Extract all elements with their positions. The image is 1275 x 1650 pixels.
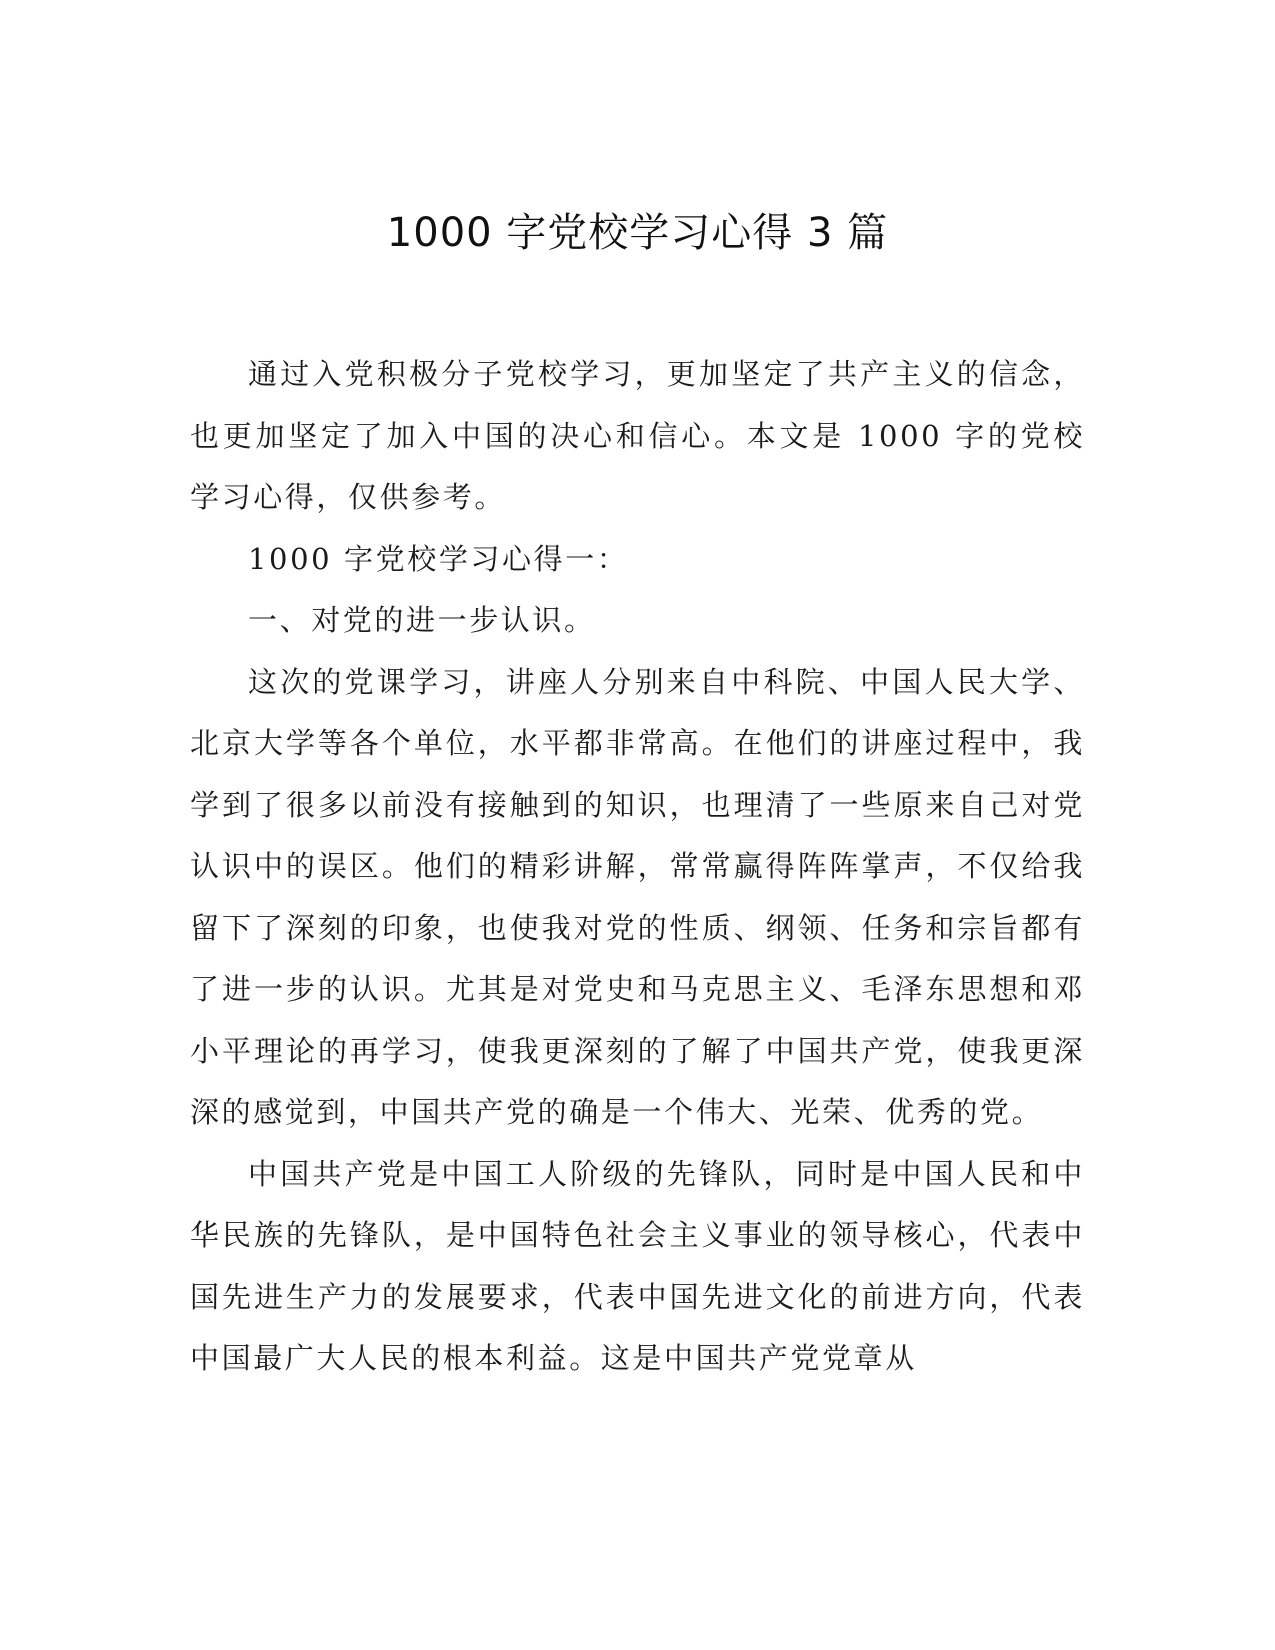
paragraph-body: 中国共产党是中国工人阶级的先锋队，同时是中国人民和中华民族的先锋队，是中国特色社会主义事业的领导核心，代表中国先进生产力的发展要求，代表中国先进文化的前进方向，代表中国最广大人民的根本利益。这是中国共产党党章从 [190, 1156, 1085, 1375]
document-title: 1000 字党校学习心得 3 篇 [386, 210, 889, 256]
subsection-heading: 一、对党的进一步认识。 [248, 603, 596, 637]
section-heading: 1000 字党校学习心得一： [248, 541, 629, 576]
paragraph-intro: 通过入党积极分子党校学习，更加坚定了共产主义的信念，也更加坚定了加入中国的决心和信心。本文是 1000 字的党校学习心得，仅供参考。 [190, 357, 1085, 514]
document-body [190, 344, 1085, 1390]
paragraph-body: 这次的党课学习，讲座人分别来自中科院、中国人民大学、北京大学等各个单位，水平都非常高。在他们的讲座过程中，我学到了很多以前没有接触到的知识，也理清了一些原来自己对党认识中的误区。他们的精彩讲解，常常赢得阵阵掌声，不仅给我留下了深刻的印象，也使我对党的性质、纲领、任务和宗旨都有了进一步的认识。尤其是对党史和马克思主义、毛泽东思想和邓小平理论的再学习，使我更深刻的了解了中国共产党，使我更深深的感觉到，中国共产党的确是一个伟大、光荣、优秀的党。 [190, 664, 1085, 1129]
